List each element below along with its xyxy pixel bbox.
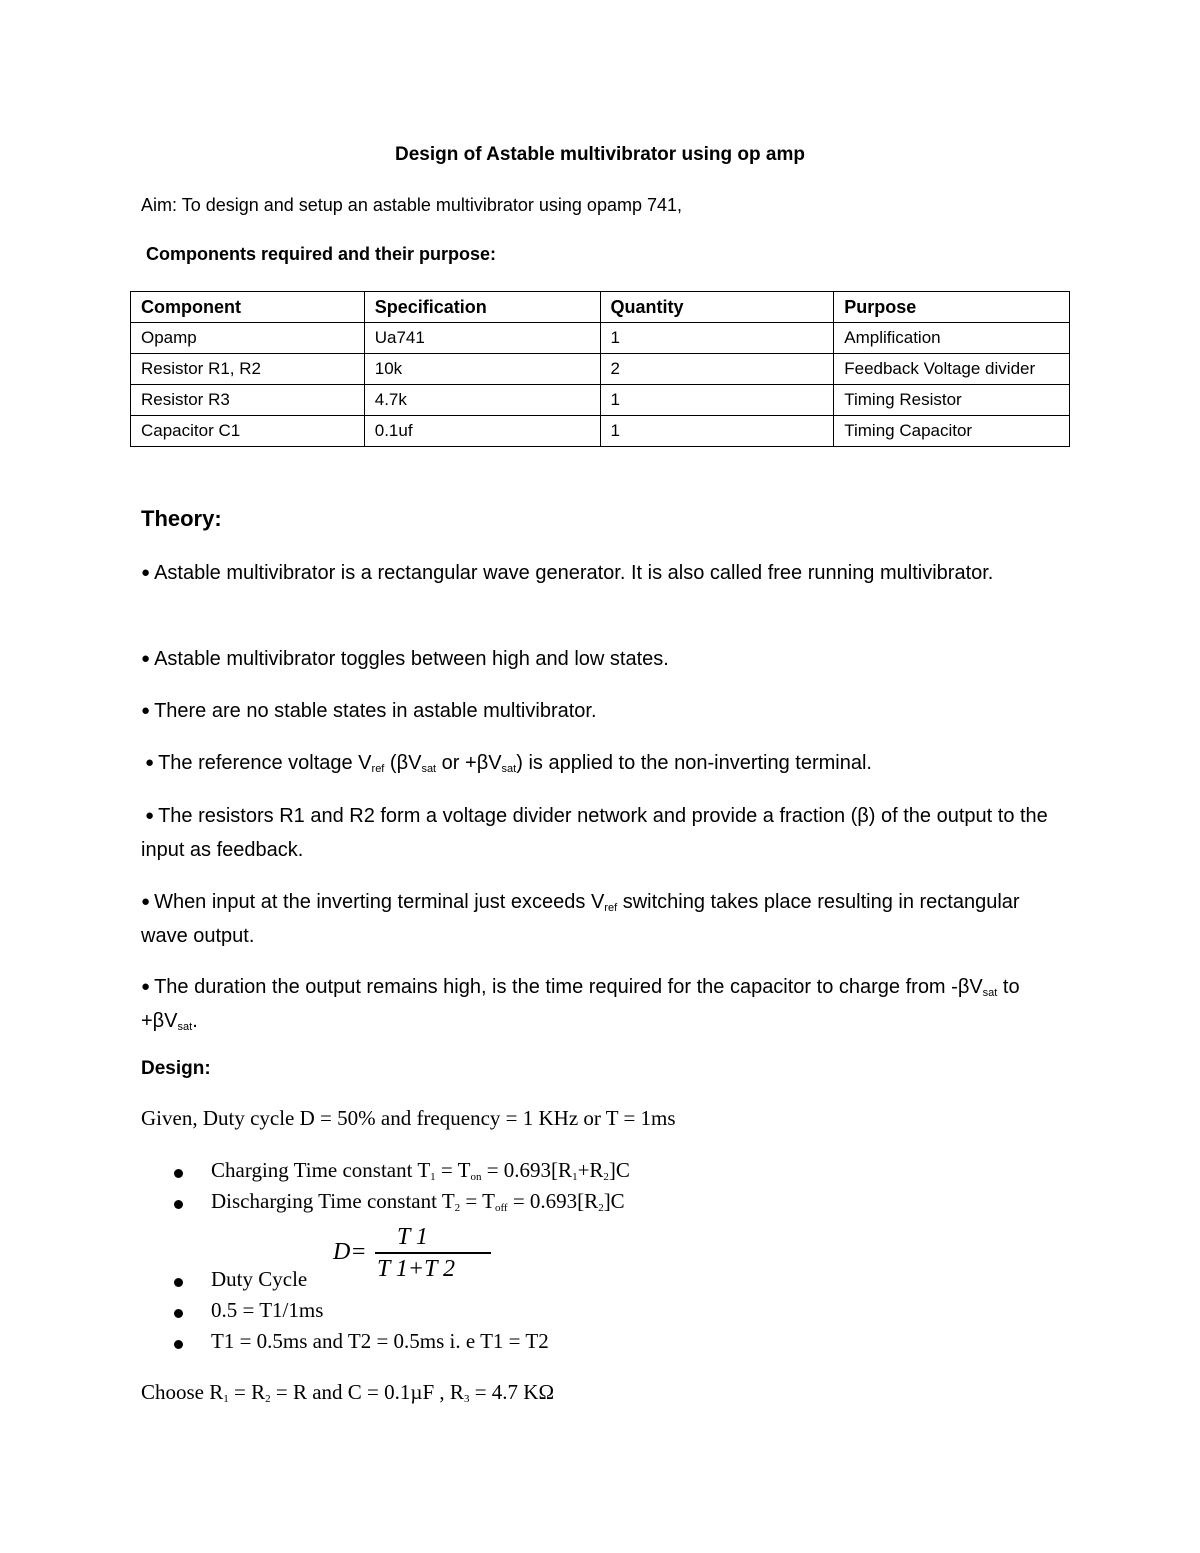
table-row [131, 416, 1070, 447]
fraction-bar [375, 1252, 491, 1254]
aim-statement [141, 195, 682, 216]
table-cell: Timing Capacitor [834, 416, 1070, 447]
formula-denominator: T 1+T 2 [377, 1256, 456, 1282]
theory-bullet [141, 643, 1071, 677]
theory-bullet-text: There are no stable states in astable multivibrator. [154, 700, 597, 722]
given-statement: Given, Duty cycle D = 50% and frequency = 1 KHz or T = 1ms [141, 1106, 676, 1130]
theory-heading: Theory: [141, 506, 222, 531]
design-list-item: T1 = 0.5ms and T2 = 0.5ms i. e T1 = T2 [211, 1329, 549, 1353]
table-cell: 4.7k [364, 385, 600, 416]
theory-bullet-text: The resistors R1 and R2 form a voltage divider network and provide a fraction (β) of the output to the input as feedback. [141, 805, 1048, 861]
bullet-icon [174, 1278, 183, 1287]
theory-bullet [141, 695, 1071, 729]
theory-bullet-text: The duration the output remains high, is the time required for the capacitor to charge from $-\beta V_{sat}$ to $+\beta V_{sat}$. [141, 976, 1020, 1033]
theory-bullet-text: Astable multivibrator toggles between high and low states. [154, 648, 669, 670]
theory-bullet-text: Astable multivibrator is a rectangular wave generator. It is also called free running multivibrator. [154, 562, 994, 584]
bullet-icon [174, 1340, 183, 1349]
bullet-icon [174, 1309, 183, 1318]
table-cell: Opamp [131, 323, 365, 354]
table-cell: Timing Resistor [834, 385, 1070, 416]
theory-bullet [141, 886, 1071, 953]
page-title: Design of Astable multivibrator using op amp [395, 144, 805, 165]
table-cell: 1 [600, 416, 834, 447]
bullet-icon [174, 1169, 183, 1178]
table-cell: 2 [600, 354, 834, 385]
bullet-icon: ● [145, 754, 155, 771]
table-cell: Capacitor C1 [131, 416, 365, 447]
aim-text: To design and setup an astable multivibrator using opamp 741, [181, 195, 683, 215]
choose-statement: Choose $R_1 = R_2 = R$ and C = 0.1µF , $R_3 = 4.7$ KΩ [141, 1380, 555, 1405]
components-table [130, 291, 1070, 447]
design-list-item: Discharging Time constant $T_2 = T_{off} = 0.693[R_2]C$ [211, 1189, 625, 1214]
table-cell: Feedback Voltage divider [834, 354, 1070, 385]
theory-bullet-text: The reference voltage $V_{ref}$ ($\beta V_{sat}$ or $+\beta V_{sat}$) is applied to the non-inverting terminal. [158, 752, 872, 775]
formula-lhs: D= [333, 1239, 367, 1265]
column-header: Purpose [834, 292, 1070, 323]
table-cell: Ua741 [364, 323, 600, 354]
table-cell: 1 [600, 323, 834, 354]
bullet-icon: ● [141, 650, 151, 667]
theory-bullet-text: When input at the inverting terminal just exceeds $V_{ref}$ switching takes place resulting in rectangular wave output. [141, 891, 1020, 947]
bullet-icon: ● [141, 893, 151, 910]
theory-bullet [145, 747, 1075, 781]
table-header-row [131, 292, 1070, 323]
table-cell: 1 [600, 385, 834, 416]
table-row [131, 354, 1070, 385]
design-list-item: Duty Cycle [211, 1267, 308, 1291]
theory-bullet [141, 557, 1071, 591]
aim-label: Aim: [141, 195, 177, 215]
bullet-icon: ● [141, 564, 151, 581]
table-cell: Resistor R1, R2 [131, 354, 365, 385]
bullet-icon [174, 1200, 183, 1209]
table-cell: 10k [364, 354, 600, 385]
table-row [131, 323, 1070, 354]
table-cell: 0.1uf [364, 416, 600, 447]
table-cell: Resistor R3 [131, 385, 365, 416]
table-cell: Amplification [834, 323, 1070, 354]
theory-bullet [141, 971, 1071, 1038]
theory-bullet [141, 800, 1071, 867]
design-list-item: 0.5 = T1/1ms [211, 1298, 324, 1322]
bullet-icon: ● [145, 807, 155, 824]
column-header: Component [131, 292, 365, 323]
formula-numerator: T 1 [397, 1224, 428, 1250]
column-header: Quantity [600, 292, 834, 323]
column-header: Specification [364, 292, 600, 323]
design-list-item: Charging Time constant $T_1 = T_{on} = 0.693[R_1+R_2]C$ [211, 1158, 630, 1183]
table-row [131, 385, 1070, 416]
bullet-icon: ● [141, 978, 151, 995]
components-heading: Components required and their purpose: [146, 244, 497, 264]
bullet-icon: ● [141, 702, 151, 719]
design-heading: Design: [141, 1058, 211, 1079]
